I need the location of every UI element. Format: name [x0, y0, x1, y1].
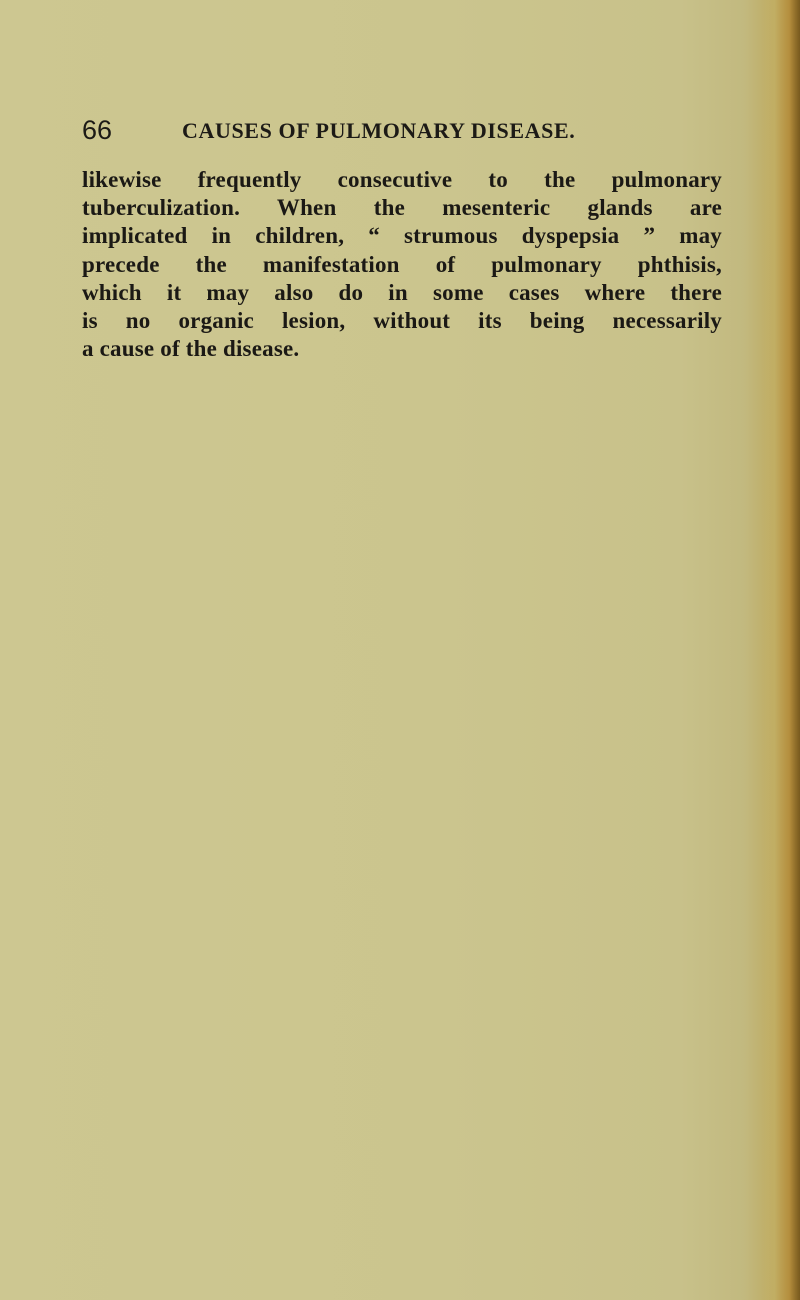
text-line: likewise frequently consecutive to the pulmonary: [82, 167, 722, 192]
text-line: precede the manifestation of pulmonary phthisis,: [82, 251, 722, 277]
body-paragraph: [82, 166, 722, 363]
text-line: which it may also do in some cases where there: [82, 279, 722, 305]
text-line: is no organic lesion, without its being necessarily: [82, 307, 722, 333]
text-line: implicated in children, “ strumous dyspepsia ” may: [82, 223, 722, 249]
page-number: 66: [82, 115, 113, 145]
text-line-last: a cause of the disease.: [82, 336, 300, 362]
running-head: [82, 112, 722, 148]
text-line: tuberculization. When the mesenteric glands are: [82, 195, 722, 221]
page-edge-shadow: [758, 0, 800, 1300]
header-title: CAUSES OF PULMONARY DISEASE.: [182, 118, 576, 143]
